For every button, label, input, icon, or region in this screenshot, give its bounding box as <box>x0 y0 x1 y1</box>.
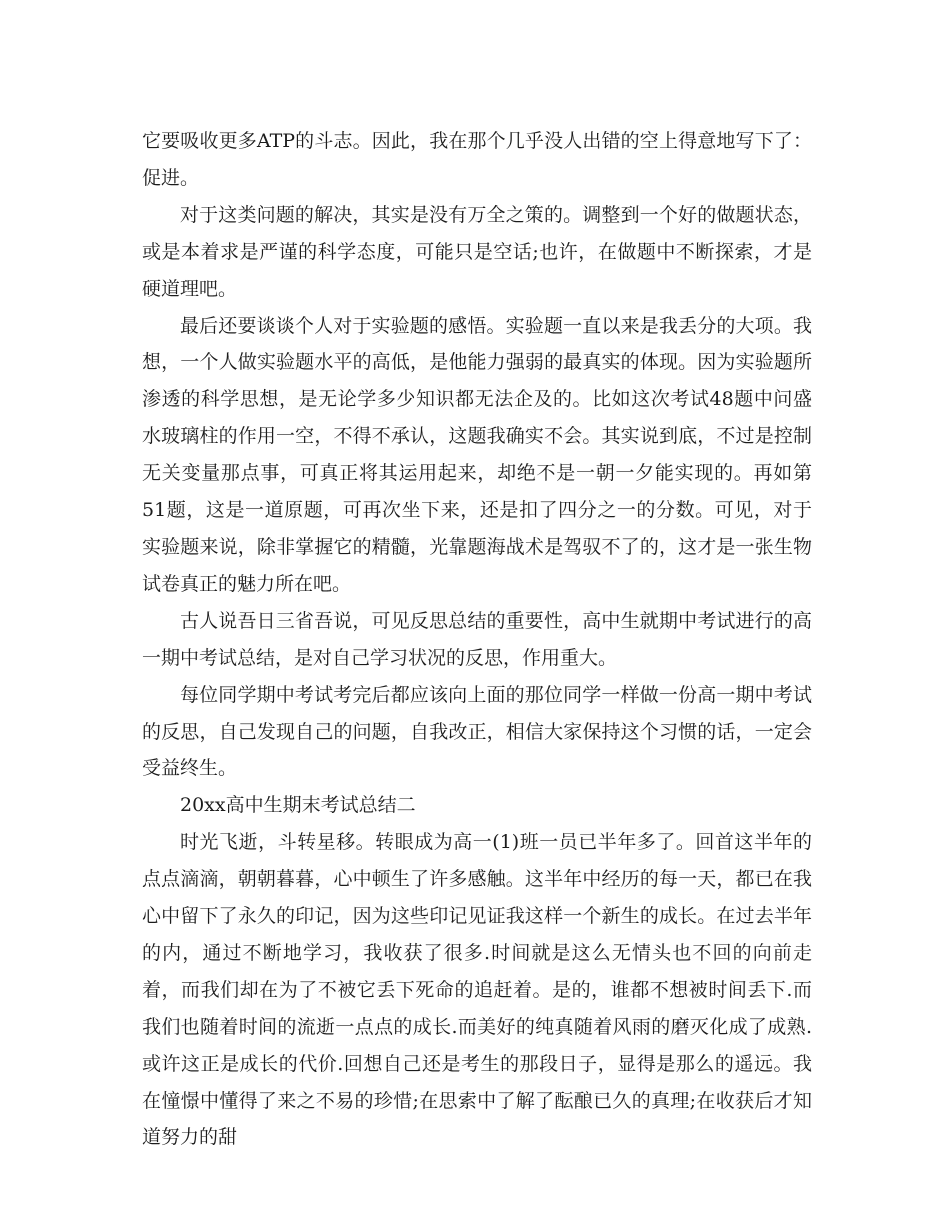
paragraph-semester-summary: 时光飞逝，斗转星移。转眼成为高一(1)班一员已半年多了。回首这半年的点点滴滴，朝朝暮暮，心中顿生了许多感触。这半年中经历的每一天，都已在我心中留下了永久的印记，因为这些印记见证我这样一个新生的成长。在过去半年的内，通过不断地学习，我收获了很多.时间就是这么无情头也不回的向前走着，而我们却在为了不被它丢下死命的追赶着。是的，谁都不想被时间丢下.而我们也随着时间的流逝一点点的成长.而美好的纯真随着风雨的磨灭化成了成熟.或许这正是成长的代价.回想自己还是考生的那段日子，显得是那么的遥远。我在憧憬中懂得了来之不易的珍惜;在思索中了解了酝酿已久的真理;在收获后才知道努力的甜 <box>142 831 812 1149</box>
paragraph-self-reflection: 古人说吾日三省吾说，可见反思总结的重要性，高中生就期中考试进行的高一期中考试总结，是对自己学习状况的反思，作用重大。 <box>142 609 812 669</box>
document-body <box>142 123 812 1156</box>
section-heading: 20xx高中生期末考试总结二 <box>180 794 416 817</box>
paragraph-continuation: 它要吸收更多ATP的斗志。因此，我在那个几乎没人出错的空上得意地写下了：促进。 <box>142 130 812 189</box>
paragraph-problem-solving: 对于这类问题的解决，其实是没有万全之策的。调整到一个好的做题状态，或是本着求是严谨的科学态度，可能只是空话;也许，在做题中不断探索，才是硬道理吧。 <box>142 203 812 300</box>
paragraph-experiment-reflection: 最后还要谈谈个人对于实验题的感悟。实验题一直以来是我丢分的大项。我想，一个人做实验题水平的高低，是他能力强弱的最真实的体现。因为实验题所渗透的科学思想，是无论学多少知识都无法企及的。比如这次考试48题中问盛水玻璃柱的作用一空，不得不承认，这题我确实不会。其实说到底，不过是控制无关变量那点事，可真正将其运用起来，却绝不是一朝一夕能实现的。再如第51题，这是一道原题，可再次坐下来，还是扣了四分之一的分数。可见，对于实验题来说，除非掌握它的精髓，光靠题海战术是驾驭不了的，这才是一张生物试卷真正的魅力所在吧。 <box>142 314 812 595</box>
paragraph-advice: 每位同学期中考试考完后都应该向上面的那位同学一样做一份高一期中考试的反思，自己发现自己的问题，自我改正，相信大家保持这个习惯的话，一定会受益终生。 <box>142 683 812 780</box>
